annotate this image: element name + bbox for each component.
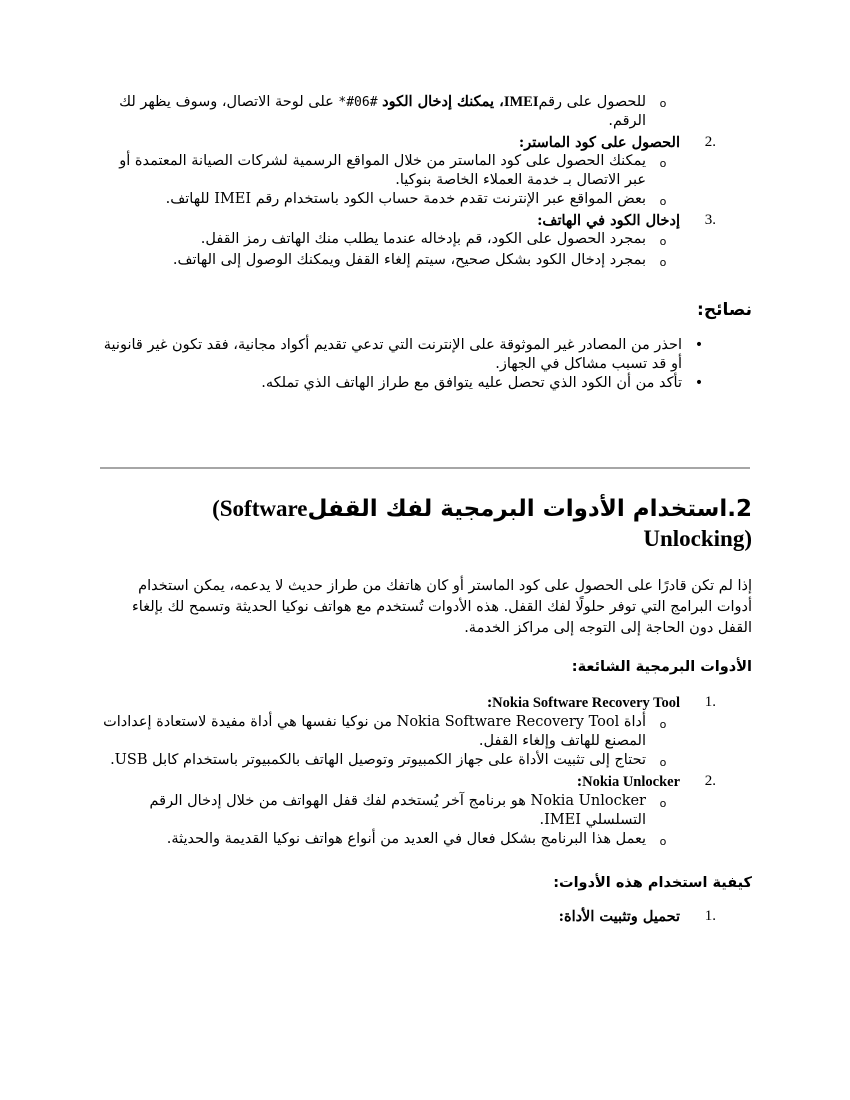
section-divider (100, 467, 750, 469)
list-number: .1 (704, 694, 716, 710)
document-page (100, 92, 752, 925)
step-title: الحصول على كود الماستر: (518, 134, 680, 151)
list-item (100, 713, 680, 751)
bullet-icon: • (694, 337, 704, 353)
list-item-text: Nokia Unlocker هو برنامج آخر يُستخدم لفك قفل الهواتف من خلال إدخال الرقم التسلسلي IMEI. (149, 793, 646, 828)
howto-heading: كيفية استخدام هذه الأدوات: (553, 875, 752, 891)
list-item-text: تحتاج إلى تثبيت الأداة على جهاز الكمبيوتر وتوصيل الهاتف بالكمبيوتر باستخدام كابل USB. (110, 752, 646, 768)
tool-name: Nokia Software Recovery Tool (492, 695, 680, 711)
list-item (100, 190, 680, 211)
circle-bullet-icon: o (659, 797, 667, 810)
list-item-text: بمجرد الحصول على الكود، قم بإدخاله عندما يطلب منك الهاتف رمز القفل. (200, 231, 646, 247)
list-item (100, 230, 680, 251)
list-item (100, 251, 680, 272)
intro-paragraph: إذا لم تكن قادرًا على الحصول على كود الماستر أو كان هاتفك من طراز حديث لا يدعمه، يمكن استخدام أدوات البرامج التي توفر حلولًا لفك القفل. هذه الأدوات تُستخدم مع هواتف نوكيا الحديثة وتسمح لك بإلغاء القفل دون الحاجة إلى التوجه إلى مراكز الخدمة. (131, 578, 752, 636)
list-number: .2 (704, 773, 716, 789)
list-item (100, 152, 680, 190)
circle-bullet-icon: o (659, 97, 667, 110)
section-2 (100, 494, 752, 926)
tool-name: Nokia Unlocker (582, 774, 680, 790)
list-number: .3 (704, 212, 716, 228)
list-item-text: أداة Nokia Software Recovery Tool من نوكيا نفسها هي أداة مفيدة لاستعادة إعدادات المصنع للهاتف وإلغاء القفل. (103, 714, 646, 749)
circle-bullet-icon: o (659, 718, 667, 731)
numbered-item (100, 907, 716, 926)
circle-bullet-icon: o (659, 835, 667, 848)
list-item (100, 830, 680, 851)
list-item-text: بعض المواقع عبر الإنترنت تقدم خدمة حساب الكود باستخدام رقم IMEI للهاتف. (165, 191, 646, 207)
list-number: .1 (704, 908, 716, 924)
circle-bullet-icon: o (659, 157, 667, 170)
list-item (100, 92, 680, 131)
list-item (100, 751, 680, 772)
tips-heading: نصائح: (697, 300, 752, 320)
list-item-text: للحصول على رقمIMEI، يمكنك إدخال الكود *#06# على لوحة الاتصال، وسوف يظهر لك الرقم. (119, 93, 646, 129)
list-item-text: احذر من المصادر غير الموثوقة على الإنترنت التي تدعي تقديم أكواد مجانية، فقد تكون غير قانونية أو قد تسبب مشاكل في الجهاز. (103, 337, 682, 372)
list-item (100, 792, 680, 830)
circle-bullet-icon: o (659, 256, 667, 269)
list-item (100, 336, 716, 374)
numbered-item (100, 211, 716, 230)
step-title: إدخال الكود في الهاتف: (537, 212, 680, 229)
numbered-item: .1 Nokia Software Recovery Tool: (486, 694, 716, 711)
numbered-item (100, 133, 716, 152)
bullet-icon: • (694, 375, 704, 391)
circle-bullet-icon: o (659, 235, 667, 248)
tools-heading: الأدوات البرمجية الشائعة: (571, 659, 752, 675)
step-title: تحميل وتثبيت الأداة: (558, 908, 680, 925)
circle-bullet-icon: o (659, 195, 667, 208)
list-item (100, 374, 716, 393)
numbered-item: .2 Nokia Unlocker: (576, 773, 716, 790)
section-title: 2.استخدام الأدوات البرمجية لفك القفل(Software Unlocking) (212, 496, 752, 551)
list-number: .2 (704, 134, 716, 150)
circle-bullet-icon: o (659, 756, 667, 769)
list-item-text: يعمل هذا البرنامج بشكل فعال في العديد من أنواع هواتف نوكيا القديمة والحديثة. (166, 831, 646, 847)
list-item-text: تأكد من أن الكود الذي تحصل عليه يتوافق مع طراز الهاتف الذي تملكه. (261, 375, 682, 391)
list-item-text: يمكنك الحصول على كود الماستر من خلال المواقع الرسمية لشركات الصيانة المعتمدة أو عبر الاتصال بـ خدمة العملاء الخاصة بنوكيا. (119, 153, 646, 188)
list-item-text: بمجرد إدخال الكود بشكل صحيح، سيتم إلغاء القفل ويمكنك الوصول إلى الهاتف. (172, 252, 646, 268)
